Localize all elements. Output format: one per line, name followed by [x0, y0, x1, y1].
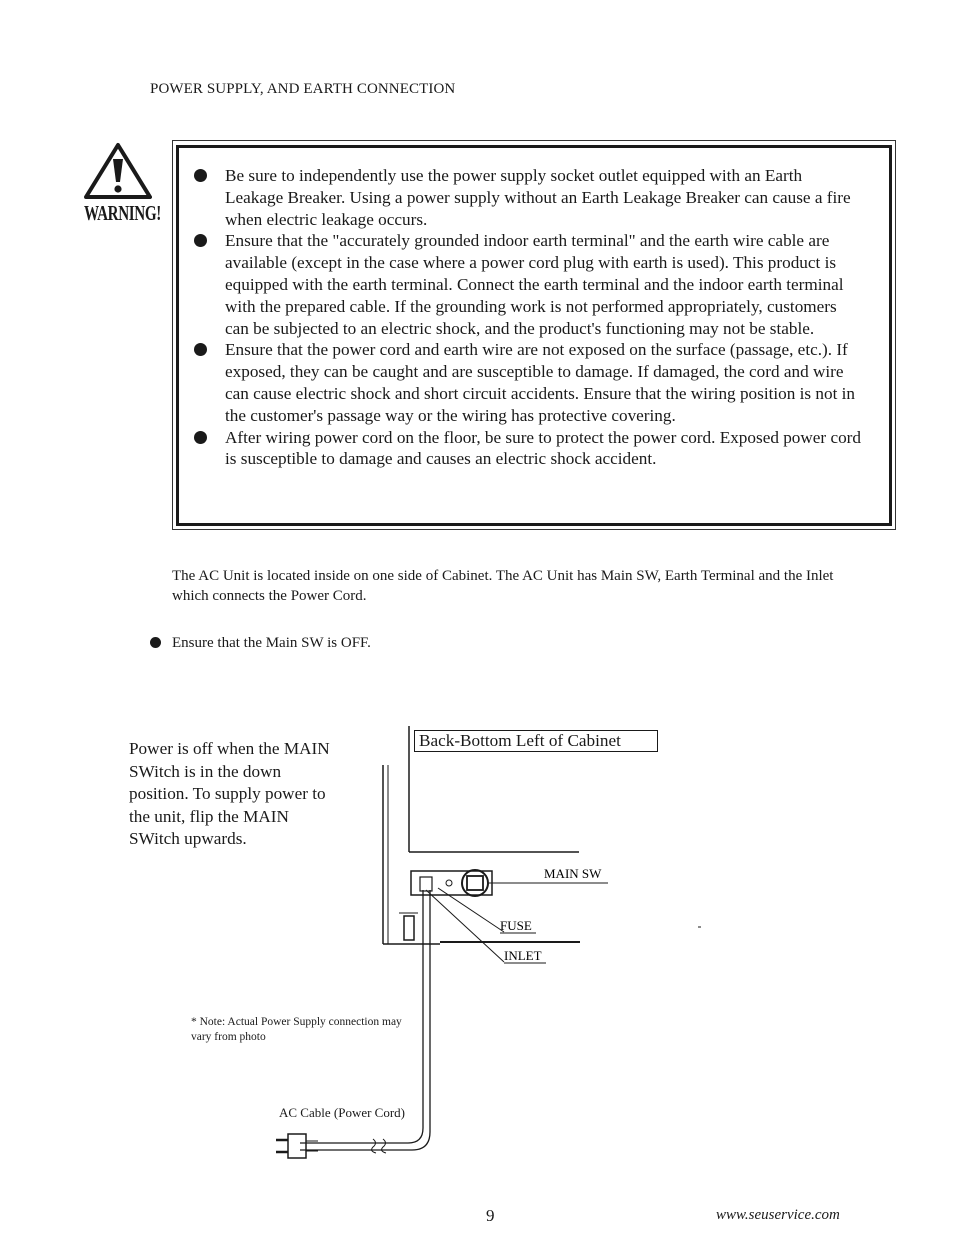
- cabinet-location-label: Back-Bottom Left of Cabinet: [414, 730, 658, 752]
- warning-item-text: Ensure that the power cord and earth wire are not exposed on the surface (passage, etc.). If exposed, they can be caught and are susceptible to damage. If damaged, the cord and wire can cause electric shock and short circuit accidents. Ensure that the wiring position is not in the customer's passage way or the wiring has protective covering.: [225, 340, 856, 425]
- warning-item-text: Ensure that the "accurately grounded indoor earth terminal" and the earth wire cable are available (except in the case where a power cord plug with earth is used). This product is equipped with the earth terminal. Connect the earth terminal and the indoor earth terminal with the prepared cable. If the grounding work is not performed appropriately, customers can be subjected to an electric shock, and the product's functioning may not be stable.: [225, 231, 844, 338]
- page-number: 9: [486, 1206, 495, 1225]
- ac-unit-description: The AC Unit is located inside on one side of Cabinet. The AC Unit has Main SW, Earth Terminal and the Inlet which connects the Power Cord.: [172, 568, 834, 604]
- ac-cable-label: AC Cable (Power Cord): [279, 1105, 406, 1120]
- fuse-label: FUSE: [500, 918, 532, 933]
- inlet-label: INLET: [504, 948, 542, 963]
- warning-item-text: Be sure to independently use the power supply socket outlet equipped with an Earth Leakage Breaker. Using a power supply without an Earth Leakage Breaker can cause a fire when electric leakage occurs.: [225, 166, 851, 229]
- diagram-note: * Note: Actual Power Supply connection may vary from photo: [191, 1016, 402, 1043]
- section-title: POWER SUPPLY, AND EARTH CONNECTION: [150, 81, 456, 97]
- power-instructions: Power is off when the MAIN SWitch is in the down position. To supply power to the unit, flip the MAIN SWitch upwards.: [129, 739, 330, 848]
- main-sw-label: MAIN SW: [544, 866, 602, 881]
- warning-item-text: After wiring power cord on the floor, be sure to protect the power cord. Exposed power cord is susceptible to damage and causes an electric shock accident.: [225, 427, 861, 469]
- website-url: www.seuservice.com: [716, 1207, 840, 1223]
- warning-label: WARNING!: [84, 201, 161, 225]
- main-sw-note-text: Ensure that the Main SW is OFF.: [172, 635, 371, 651]
